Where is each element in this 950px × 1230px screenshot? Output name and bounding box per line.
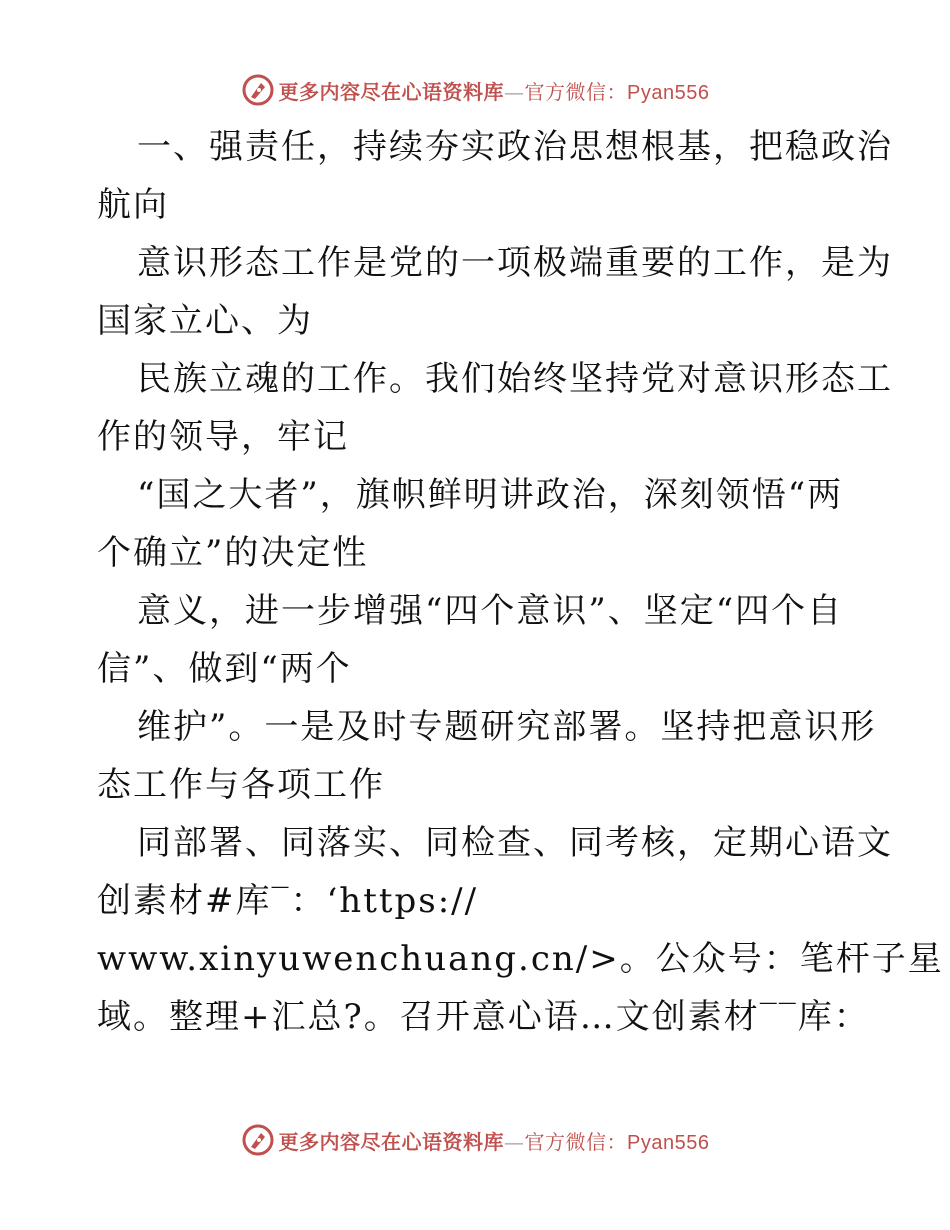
banner-title: 更多内容尽在心语资料库: [278, 1129, 505, 1154]
footer-watermark: [0, 1120, 950, 1160]
header-watermark: [0, 70, 950, 110]
text-line: 一、强责任，持续夯实政治思想根基，把稳政治: [137, 127, 893, 167]
text-line: www.xinyuwenchuang.cn/>。公众号：笔杆子星: [97, 939, 944, 979]
text-line: “国之大者”，旗帜鲜明讲政治，深刻领悟“两: [137, 475, 844, 515]
banner-title: 更多内容尽在心语资料库: [278, 79, 505, 104]
text-line: 意识形态工作是党的一项极端重要的工作，是为: [137, 243, 893, 283]
text-line: 意义，进一步增强“四个意识”、坚定“四个自: [137, 591, 844, 631]
pen-nib-logo-icon: [241, 73, 275, 107]
text-line: 态工作与各项工作: [97, 765, 385, 805]
text-line: 维护”。一是及时专题研究部署。坚持把意识形: [137, 707, 877, 747]
pen-nib-logo-icon: [241, 1123, 275, 1157]
document-body: [97, 118, 944, 1046]
text-line: 信”、做到“两个: [97, 649, 352, 689]
text-line: 个确立”的决定性: [97, 533, 369, 573]
banner-dash: —: [504, 1129, 525, 1154]
text-line: 域。整理+汇总?。召开意心语…文创素材‾‾库：: [97, 997, 870, 1037]
text-line: 创素材#库‾：‘https://: [97, 881, 479, 921]
text-line: 航向: [97, 185, 169, 225]
banner-dash: —: [504, 79, 525, 104]
banner-wechat: 官方微信：Pyan556: [524, 1131, 710, 1154]
text-line: 同部署、同落实、同检查、同考核，定期心语文: [137, 823, 893, 863]
text-line: 作的领导，牢记: [97, 417, 349, 457]
text-line: 国家立心、为: [97, 301, 313, 341]
text-line: 民族立魂的工作。我们始终坚持党对意识形态工: [137, 359, 893, 399]
banner-wechat: 官方微信：Pyan556: [524, 81, 710, 104]
